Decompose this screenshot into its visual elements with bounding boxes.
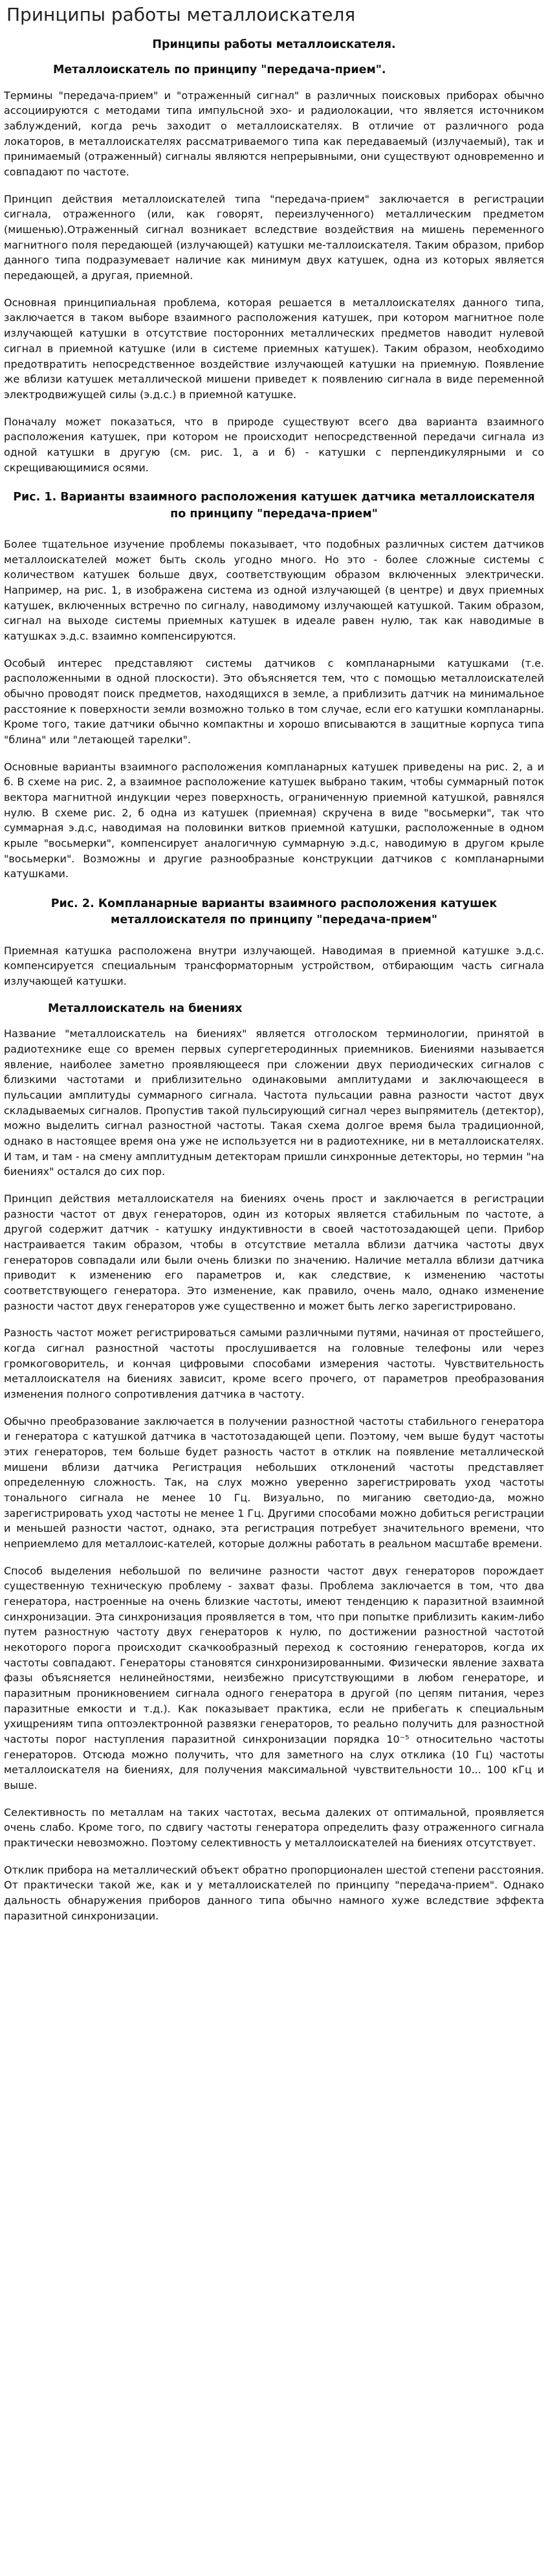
paragraph-13: Способ выделения небольшой по величине разности частот двух генераторов порождает существенную техническую проблему - захват фазы. Проблема заключается в том, что два генератора, настроенные на очень близкие частоты, имеют тенденцию к паразитной взаимной синхронизации. Эта синхронизация проявляется в том, что при попытке приблизить каким-либо путем разностную частоту двух генераторов к нулю, по достижении разностной частотой некоторого порога происходит скачкообразный переход к состоянию генераторов, когда их частоты совпадают. Генераторы становятся синхронизированными. Физически явление захвата фазы объясняется нелинейностями, неизбежно присутствующими в любом генераторе, и паразитным проникновением сигнала одного генератора в другой (по цепям питания, через паразитные емкости и т.д.). Как показывает практика, если не прибегать к специальным ухищрениям типа оптоэлектронной развязки генераторов, то реально получить для разностной частоты порог наступления паразитной синхронизации порядка 10⁻⁵ относительно частоты генераторов. Отсюда можно получить, что для заметного на слух отклика (10 Гц) частоты металлоискателя на биениях, для получения максимальной чувствительности 10... 100 кГц и выше.: [4, 1564, 544, 1792]
paragraph-3: Основная принципиальная проблема, которая решается в металлоискателях данного типа, заключается в таком выборе взаимного расположения катушек, при котором магнитное поле излучающей катушки в отсутствие посторонних металлических предметов наводит нулевой сигнал в приемной катушке (или в системе приемных катушек). Таким образом, необходимо предотвратить непосредственное воздействие излучающей катушки на приемную. Появление же вблизи катушек металлической мишени приведет к появлению сигнала в виде переменной электродвижущей силы (э.д.с.) в приемной катушке.: [4, 296, 544, 401]
paragraph-2: Принцип действия металлоискателей типа "передача-прием" заключается в регистрации сигнала, отраженного (или, как говорят, переизлученного) металлическим предметом (мишенью).Отраженный сигнал возникает вследствие воздействия на мишень переменного магнитного поля передающей (излучающей) катушки ме-таллоискателя. Таким образом, прибор данного типа подразумевает наличие как минимум двух катушек, одна из которых является передающей, а другая, приемной.: [4, 192, 544, 282]
paragraph-12: Обычно преобразование заключается в получении разностной частоты стабильного генератора и генератора с катушкой датчика в частотозадающей цепи. Поэтому, чем выше будут частоты этих генераторов, тем больше будет разность частот в отклик на появление металлической мишени вблизи датчика Регистрация небольших отклонений частоты представляет определенную сложность. Так, на слух можно уверенно зарегистрировать уход частоты тонального сигнала не менее 10 Гц. Визуально, по миганию светодио-да, можно зарегистрировать уход частоты не менее 1 Гц. Другими способами можно добиться регистрации и меньшей разности частот, однако, эта регистрация потребует значительного времени, что неприемлемо для металлоис-кателей, которые должны работать в реальном масштабе времени.: [4, 1415, 544, 1551]
paragraph-14: Селективность по металлам на таких частотах, весьма далеких от оптимальной, проявляется очень слабо. Кроме того, по сдвигу частоты генератора определить фазу отраженного сигнала практически невозможно. Поэтому селективность у металлоискателей на биениях отсутствует.: [4, 1806, 544, 1850]
paragraph-6: Особый интерес представляют системы датчиков с компланарными катушками (т.е. расположенными в одной плоскости). Это объясняется тем, что с помощью металлоискателей обычно проводят поиск предметов, находящихся в земле, а приблизить датчик на минимальное расстояние к поверхности земли возможно только в том случае, если его катушки компланарны. Кроме того, такие датчики обычно компактны и хорошо вписываются в защитные корпуса типа "блина" или "летающей тарелки".: [4, 656, 544, 746]
figure-caption-2: Рис. 2. Компланарные варианты взаимного расположения катушек металлоискателя по принципу "передача-прием": [50, 897, 498, 927]
paragraph-4: Поначалу может показаться, что в природе существуют всего два варианта взаимного расположения катушек, при котором не происходит непосредственной передачи сигнала из одной катушки в другую (см. рис. 1, а и б) - катушки с перпендикулярными и со скрещивающимися осями.: [4, 415, 544, 474]
paragraph-11: Разность частот может регистрироваться самыми различными путями, начиная от простейшего, когда сигнал разностной частоты прослушивается на головные телефоны или через громкоговоритель, и кончая цифровыми способами измерения частоты. Чувствительность металлоискателя на биениях зависит, кроме всего прочего, от параметров преобразования изменения полного сопротивления датчика в частоту.: [4, 1327, 544, 1400]
section-heading-principles: Принципы работы металлоискателя.: [152, 38, 396, 51]
figure-caption-1: Рис. 1. Варианты взаимного расположения катушек датчика металлоискателя по принципу "передача-прием": [13, 491, 535, 521]
page-title: Принципы работы металлоискателя: [6, 4, 356, 25]
article: [0, 4, 548, 1923]
paragraph-10: Принцип действия металлоискателя на биениях очень прост и заключается в регистрации разности частот от двух генераторов, один из которых является стабильным по частоте, а другой содержит датчик - катушку индуктивности в своей частотозадающей цепи. Прибор настраивается таким образом, чтобы в отсутствие металла вблизи датчика частоты двух генераторов совпадали или были очень близки по значению. Наличие металла вблизи датчика приводит к изменению его параметров и, как следствие, к изменению частоты соответствующего генератора. Это изменение, как правило, очень мало, однако изменение разности частот двух генераторов уже существенно и может быть легко зарегистрировано.: [4, 1192, 544, 1312]
paragraph-1: Термины "передача-прием" и "отраженный сигнал" в различных поисковых приборах обычно ассоциируются с методами типа импульсной эхо- и радиолокации, что является источником заблуждений, когда речь заходит о металлоискателях. В отличие от различного рода локаторов, в металлоискателях рассматриваемого типа как передаваемый (излучаемый), так и принимаемый (отраженный) сигналы являются непрерывными, они существуют одновременно и совпадают по частоте.: [4, 89, 544, 179]
paragraph-8: Приемная катушка расположена внутри излучающей. Наводимая в приемной катушке э.д.с. компенсируется специальным трансформаторным устройством, отбирающим часть сигнала излучающей катушки.: [4, 944, 544, 988]
paragraph-15: Отклик прибора на металлический объект обратно пропорционален шестой степени расстояния. От практически такой же, как и у металлоискателей по принципу "передача-прием". Однако дальность обнаружения приборов данного типа обычно намного хуже вследствие эффекта паразитной синхронизации.: [4, 1863, 544, 1922]
section-heading-beats: Металлоискатель на биениях: [48, 1002, 243, 1015]
paragraph-7: Основные варианты взаимного расположения компланарных катушек приведены на рис. 2, а и б. В схеме на рис. 2, а взаимное расположение катушек выбрано таким, чтобы суммарный поток вектора магнитной индукции через поверхность, ограниченную приемной катушкой, равнялся нулю. В схеме рис. 2, б одна из катушек (приемная) скручена в виде "восьмерки", так что суммарная э.д.с, наводимая на половинки витков приемной катушки, расположенные в одном крыле "восьмерки", компенсирует аналогичную суммарную э.д.с, наводимую в другом крыле "восьмерки". Возможны и другие разнообразные конструкции датчиков с компланарными катушками.: [4, 760, 544, 880]
paragraph-9: Название "металлоискатель на биениях" является отголоском терминологии, принятой в радиотехнике еще со времен первых супергетеродинных приемников. Биениями называется явление, наиболее заметно проявляющееся при сложении двух периодических сигналов с близкими частотами и приблизительно одинаковыми амплитудами и заключающееся в пульсации амплитуды суммарного сигнала. Частота пульсации равна разности частот двух складываемых сигналов. Пропустив такой пульсирующий сигнал через выпрямитель (детектор), можно выделить сигнал разностной частоты. Такая схема долгое время была традиционной, однако в настоящее время она уже не используется ни в радиотехнике, ни в металлоискателях. И там, и там - на смену амплитудным детекторам пришли синхронные детекторы, но термин "на биениях" остался до сих пор.: [4, 1027, 544, 1178]
section-heading-transmit-receive: Металлоискатель по принципу "передача-прием".: [53, 63, 386, 77]
paragraph-5: Более тщательное изучение проблемы показывает, что подобных различных систем датчиков металлоискателей может быть сколь угодно много. Но это - более сложные системы с количеством катушек больше двух, соответствующим образом включенных электрически. Например, на рис. 1, в изображена система из одной излучающей (в центре) и двух приемных катушек, включенных встречно по сигналу, наводимому излучающей катушкой. Таким образом, сигнал на выходе системы приемных катушек в идеале равен нулю, так как наводимые в катушках э.д.с. взаимно компенсируются.: [4, 537, 544, 642]
